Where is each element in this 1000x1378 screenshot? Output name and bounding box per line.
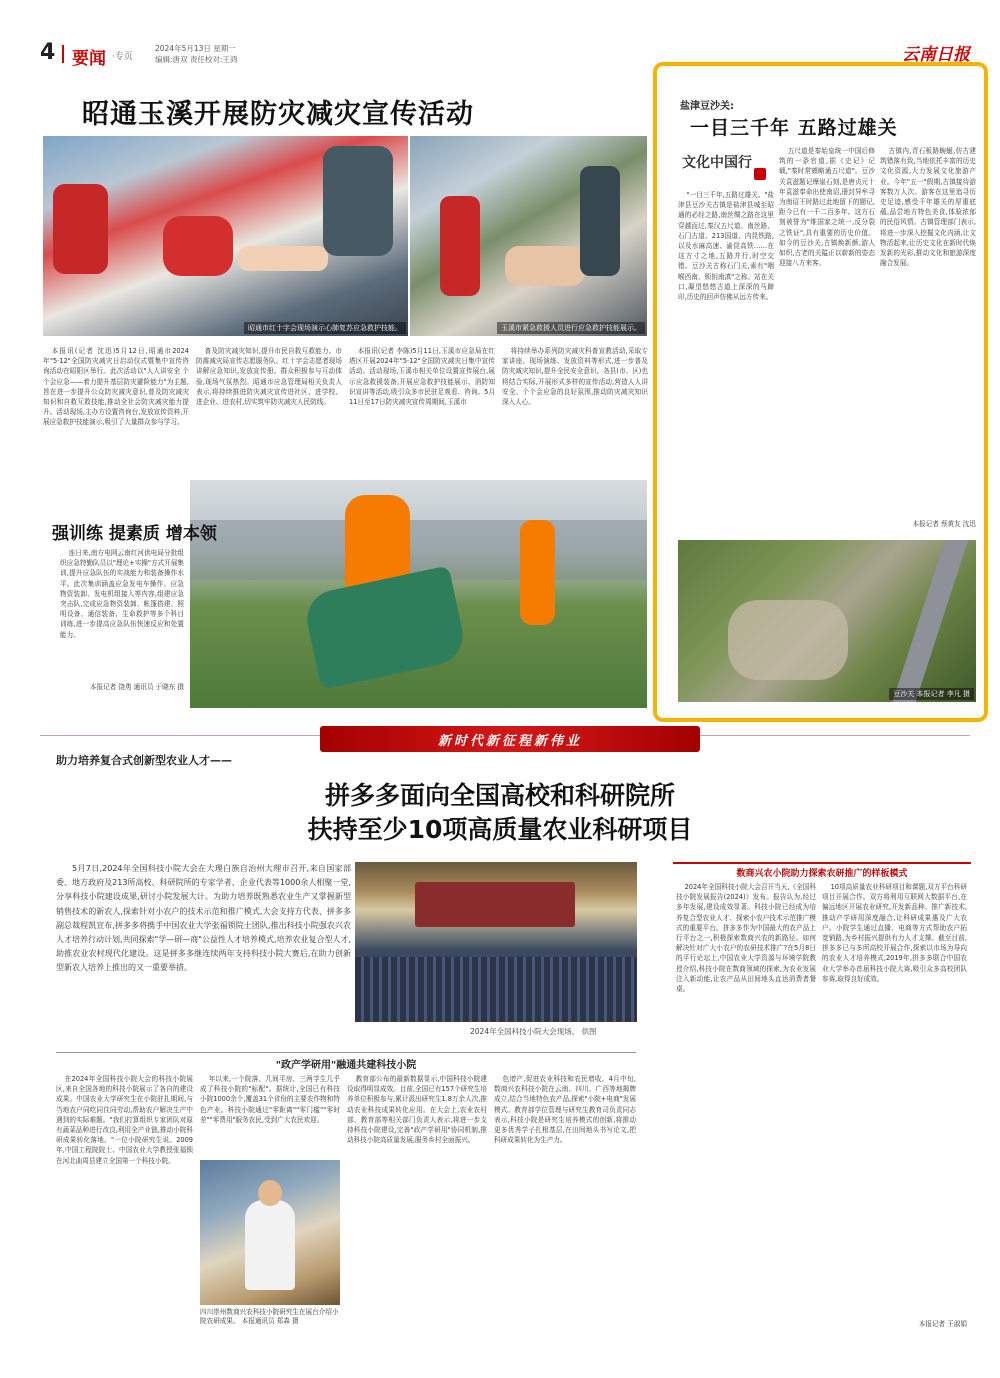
sub-article-rule xyxy=(56,1052,636,1053)
conference-photo-caption: 2024年全国科技小院大会现场。 供图 xyxy=(470,1027,597,1036)
photo-conference xyxy=(355,862,637,1022)
sub-article-title: "政产学研用"融通共建科技小院 xyxy=(275,1060,417,1071)
sub-article-col4: 色增产,促进农业科技和农民增收。4月中旬,数商兴农科技小院在云南、四川、广西等地揭牌成立,结合当地特色农产品,探索"小院+电商"发展模式。教育部学位管理与研究生教育司负责同志表示,科技小院是研究生培养模式的创新,将推动更多优秀学子扎根基层,在田间地头书写论文,把科研成果转化为生产力。 xyxy=(494,1075,636,1145)
article1-col2: 普及防灾减灾知识,提升市民自救互救能力。市防震减灾局宣传志愿服务队、红十字会志愿者现场讲解应急知识,发放宣传册。群众积极参与互动体验,现场气氛热烈。昭通市应急管理局相关负责人表示,将持续推进防灾减灾宣传进社区、进学校、进企业、进农村,切实筑牢防灾减灾人民防线。 xyxy=(196,347,342,407)
section-sub: ·专页 xyxy=(112,52,133,62)
article3-col3: 古镇内,青石板路蜿蜒,仿古建筑错落有致,当地依托丰富的历史文化资源,大力发展文化旅游产业。今年"五一"假期,古镇接待游客数万人次。游客在这里追寻历史足迹,感受千年雄关的厚重底蕴,品尝地方特色美食,体验浓郁的民俗风情。古镇管理部门表示,将进一步深入挖掘文化内涵,让文物活起来,让历史文化在新时代焕发新的光彩,推动文化和旅游深度融合发展。 xyxy=(880,147,976,268)
article3-byline: 本报记者 蔡黄友 沈迅 xyxy=(912,520,976,528)
masthead-logo: 云南日报 xyxy=(902,45,970,65)
theme-banner xyxy=(320,726,700,752)
page-number: 4 xyxy=(40,40,56,65)
article4-title-line2: 扶持至少10项高质量农业科研项目 xyxy=(307,815,693,844)
sidebar-byline: 本报记者 王淑娟 xyxy=(918,1320,967,1328)
article3-col1: "一目三千年,五路过雄关。"盐津县豆沙关古镇是盐津县城至昭通的必经之路,南丝绸之路在这里穿越而过,秦汉五尺道、南丝路、石门古道、213国道、内昆铁路,以及水麻高速、渝昆高铁……在这方寸之地,五路并行,时空交错。豆沙关古称石门关,素有"咽喉西南、锁钥南滇"之称。站在关口,凝望悠悠古道上深深的马蹄印,历史的回声仿佛从远方传来。 xyxy=(678,191,774,302)
article3-col2: 五尺道是秦始皇统一中国后修筑的一条官道,据《史记》记载,"秦时常頞略通五尺道"。豆沙关袁滋题记摩崖石刻,是唐贞元十年袁滋奉命出使南诏,册封异牟寻为南诏王时路过此地留下的题记,距今已有一千二百多年。这方石刻被誉为"维国家之统一,反分裂之铁证",具有重要的历史价值。如今的豆沙关,古镇焕新颜,游人如织,古老的关隘正以崭新的姿态迎接八方来客。 xyxy=(779,147,875,268)
section-name: 要闻 xyxy=(72,49,106,69)
article3-kicker: 盐津豆沙关: xyxy=(680,101,734,112)
article4-kicker: 助力培养复合式创新型农业人才—— xyxy=(56,754,232,767)
photo-caption: 昭通市红十字会现场演示心肺复苏应急救护技能。 xyxy=(244,322,406,334)
photo-doushaguan-aerial xyxy=(678,540,976,702)
article2-byline: 本报记者 饶勇 通讯员 于晓东 摄 xyxy=(89,683,184,691)
article1-col1: 本报讯(记者 沈迅)5月12日,昭通市2024年"5·12"全国防灾减灾日启动仪式暨集中宣传咨询活动在昭阳区举行。此次活动以"人人讲安全 个个会应急——着力提升基层防灾避险能力"为主题,旨在进一步提升公众防灾减灾意识,普及防灾减灾知识和自救互救技能,推动全社会防灾减灾能力提升。活动现场,主办方设置咨询台,发放宣传资料,开展应急救护技能演示,吸引了大量群众参与学习。 xyxy=(43,347,189,427)
photo-emergency-training xyxy=(190,480,647,708)
series-logo xyxy=(678,144,780,184)
article1-col4: 将持续举办系列防灾减灾科普宣教活动,采取专家讲座、现场演练、发放资料等形式,进一步普及防灾减灾知识,提升全民安全意识。各县(市、区)也将结合实际,开展形式多样的宣传活动,营造人人讲安全、个个会应急的良好氛围,推动防灾减灾知识深入人心。 xyxy=(502,347,648,407)
sidebar-title: 数商兴农小院助力探索农研推广的样板模式 xyxy=(736,869,908,879)
series-name: 文化中国行 xyxy=(682,155,752,171)
photo-student-booth xyxy=(200,1160,340,1305)
article1-title: 昭通玉溪开展防灾减灾宣传活动 xyxy=(82,99,474,130)
article3-title: 一目三千年 五路过雄关 xyxy=(690,117,898,139)
editors: 编辑:唐双 责任校对:王鸿 xyxy=(155,55,238,64)
header-divider xyxy=(62,45,64,63)
sub-article-col2: 年以来,一个院落、几间平房、三两学生几乎成了科技小院的"标配"。据统计,全国已有科技小院1000余个,覆盖31个省份的主要农作物和特色产业。科技小院通过"零距离""零门槛""零时差""零费用"服务农民,受到广大农民欢迎。 xyxy=(200,1075,340,1124)
photo-first-aid-demo xyxy=(43,136,408,336)
sub-article-col1: 在2024年全国科技小院大会的科技小院展区,来自全国各地的科技小院展示了各自的建设成果。中国农业大学研究生在小院驻扎期间,与当地农户同吃同住同劳动,帮助农户解决生产中遇到的实际难题。"我们打算组织专家团队对原有蔬菜品种进行改良,利用全产业链,推动小院科研成果转化落地。"一位小院研究生说。2009年,中国工程院院士、中国农业大学教授张福锁在河北曲周县建立全国第一个科技小院。 xyxy=(56,1075,193,1165)
sidebar-col1: 2024年全国科技小院大会召开当天,《全国科技小院发展报告(2024)》发布。报告认为,经过多年发展,建设成效显著。科技小院已经成为培养复合型农业人才、探索小农户技术示范推广模式的重要平台。拼多多作为中国最大的农产品上行平台之一,积极探索数商兴农的新路径。如何解决针对广大小农户的农研技术推广?在5月8日的平行论坛上,中国农业大学资源与环境学院教授介绍,科技小院在数商领域的探索,为农业发展注入新动能,让农产品从田间地头直达消费者餐桌。 xyxy=(676,883,816,994)
sub-article-col3: 教育部公布的最新数据显示,中国科技小院建设取得明显成效。目前,全国已有157个研究生培养单位积极参与,累计派出研究生1.8万余人次,推动农业科技成果转化应用。在大会上,农业农村部、教育部等相关部门负责人表示,将进一步支持科技小院建设,完善"政产学研用"协同机制,推动科技小院高质量发展,服务乡村全面振兴。 xyxy=(347,1075,487,1145)
student-photo-caption: 四川崇州数商兴农科技小院研究生在展台介绍小院农研成果。 本报通讯员 郑森 摄 xyxy=(200,1308,339,1325)
article2-text: 连日来,南方电网云南红河供电局分批组织应急特勤队员以"理论+实操"方式开展集训,提升应急队伍的实战能力和装备操作水平。此次集训涵盖应急发电车操作、应急物资装卸、发电机组接入等内容,组建应急突击队,完成应急物资装卸、帐篷搭建、照明设备、通信装备、生命救护等多个科目训练,进一步提高应急队伍快速反应和处置能力。 xyxy=(60,549,184,639)
sidebar-col2: 10项高质量农业科研项目和课题,双方平台科研项目开展合作。双方将利用互联网大数据平台,在偏远地区开展农业研究,开发新品种、推广新技术,推动产学研用深度融合,让科研成果惠及广大农户。小院学生通过直播、电商等方式帮助农户拓宽销路,为乡村振兴提供有力人才支撑。截至目前,拼多多已与多所高校开展合作,探索以市场为导向的农业人才培养模式,2019年,拼多多联合中国农业大学举办首届科技小院大赛,吸引众多高校团队参赛,取得良好成效。 xyxy=(822,883,967,983)
article2-title: 强训练 提素质 增本领 xyxy=(52,524,217,544)
issue-date: 2024年5月13日 星期一 xyxy=(155,44,236,53)
article4-title-line1: 拼多多面向全国高校和科研院所 xyxy=(324,781,675,810)
article1-col3: 本报讯(记者 李陈)5月11日,玉溪市应急局在红塔区开展2024年"5·12"全国防灾减灾日集中宣传活动。活动现场,玉溪市相关单位设置宣传展台,展示应急救援装备,开展应急救护技能展示、消防知识宣讲等活动,吸引众多市民驻足观看、咨询。5月11日至17日防灾减灾宣传周期间,玉溪市 xyxy=(349,347,495,407)
banner-text: 新时代新征程新伟业 xyxy=(437,734,582,749)
photo-caption: 豆沙关 本报记者 李凡 摄 xyxy=(889,688,974,700)
photo-caption: 玉溪市紧急救援人员进行应急救护技能展示。 xyxy=(497,322,645,334)
photo-rescue-display xyxy=(410,136,647,336)
article4-lead: 5月7日,2024年全国科技小院大会在大理白族自治州大理市召开,来自国家部委、地方政府及213所高校、科研院所的专家学者、企业代表等1000余人相聚一堂,分享科技小院建设成果,研讨小院发展大计。为助力培养既熟悉农业生产又掌握新型销售技术的新农人,探索针对小农户的技术示范和推广模式,大会支持方代表、拼多多副总裁程凯宣布,拼多多将携手中国农业大学张福锁院士团队,推出科技小院强农兴农人才培养行动计划,共同探索"学—研—商"公益性人才培养模式,培养农业复合型人才,助推农业农村现代化建设。这是拼多多继连续两年支持科技小院大赛后,在助力创新型新农人培养上推出的又一重要举措。 xyxy=(56,864,351,973)
series-seal-icon xyxy=(754,168,766,180)
